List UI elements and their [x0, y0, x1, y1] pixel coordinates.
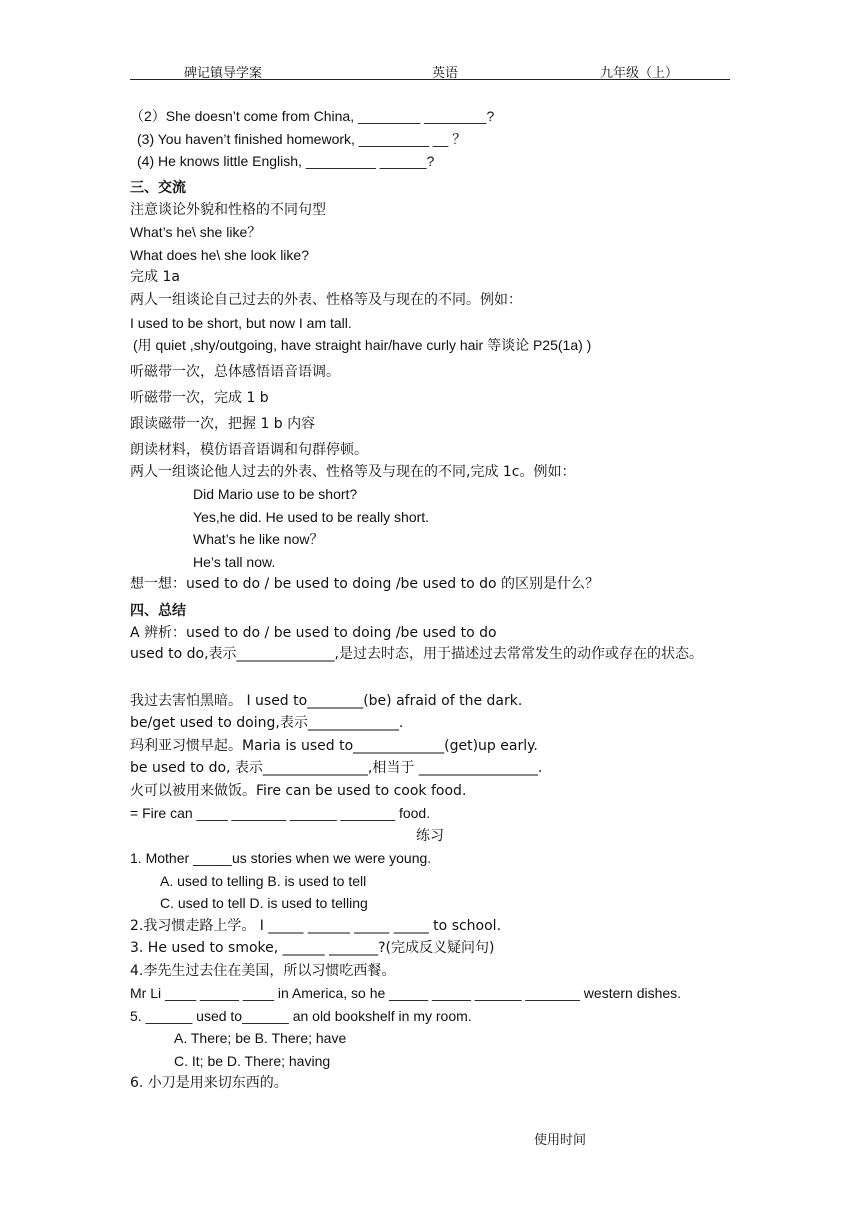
- pair-work-others: 两人一组谈论他人过去的外表、性格等及与现在的不同,完成 1c。例如：: [130, 464, 576, 480]
- header-rule: [130, 79, 730, 80]
- dialog-line-2: Yes,he did. He used to be really short.: [193, 509, 430, 525]
- exercise-5: 5. ______ used to______ an old bookshelf in my room.: [130, 1008, 472, 1024]
- header-grade: 九年级（上）: [600, 66, 679, 81]
- exercise-6: 6. 小刀是用来切东西的。: [130, 1075, 288, 1091]
- exercise-1-options-ab: A. used to telling B. is used to tell: [160, 873, 367, 889]
- practice-title: 练习: [416, 828, 444, 844]
- example-sentence: I used to be short, but now I am tall.: [130, 315, 352, 331]
- section-title-exchange: 三、交流: [130, 180, 186, 196]
- section-title-summary: 四、总结: [130, 603, 186, 619]
- question-2: （2）She doesn’t come from China, ________ ________?: [130, 108, 495, 124]
- question-4: (4) He knows little English, _________ ______?: [137, 153, 435, 169]
- hint-words: (用 quiet ,shy/outgoing, have straight hair/have curly hair 等谈论 P25(1a) ): [133, 337, 592, 353]
- pattern-look-like: What does he\ she look like?: [130, 247, 309, 263]
- exercise-1-options-cd: C. used to tell D. is used to telling: [160, 895, 368, 911]
- exercise-1: 1. Mother _____us stories when we were young.: [130, 850, 432, 866]
- example-fire: 火可以被用来做饭。Fire can be used to cook food.: [130, 783, 467, 799]
- dialog-line-4: He’s tall now.: [193, 554, 276, 570]
- exercise-3: 3. He used to smoke, ______ _______?(完成反义疑问句): [130, 940, 495, 956]
- dialog-line-1: Did Mario use to be short?: [193, 486, 358, 502]
- summary-a: A 辨析：used to do / be used to doing /be used to do: [130, 625, 497, 641]
- dialog-line-3: What’s he like now？: [193, 531, 324, 547]
- question-3: (3) You haven’t finished homework, _________ __ ？: [137, 131, 467, 147]
- used-to-do-explanation: used to do,表示______________,是过去时态，用于描述过去常常发生的动作或存在的状态。: [130, 646, 703, 662]
- header-subject: 英语: [432, 66, 459, 81]
- repeat-1b: 跟读磁带一次，把握 1 b 内容: [130, 416, 316, 432]
- exercise-5-options-ab: A. There; be B. There; have: [174, 1030, 347, 1046]
- fire-rewrite: = Fire can ____ _______ ______ _______ food.: [130, 805, 431, 821]
- example-dark: 我过去害怕黑暗。 I used to________(be) afraid of the dark.: [130, 693, 523, 709]
- exercise-4: 4.李先生过去住在美国，所以习惯吃西餐。: [130, 963, 396, 979]
- page-header: [0, 60, 860, 80]
- listen-1b: 听磁带一次，完成 1 b: [130, 390, 269, 406]
- be-used-to-doing: be/get used to doing,表示_____________.: [130, 715, 404, 731]
- pair-work-self: 两人一组谈论自己过去的外表、性格等及与现在的不同。例如：: [130, 292, 522, 308]
- exercise-2: 2.我习惯走路上学。 I _____ ______ _____ _____ to school.: [130, 918, 502, 934]
- exercise-5-options-cd: C. It; be D. There; having: [174, 1053, 331, 1069]
- be-used-to-do: be used to do, 表示_______________,相当于 _________________.: [130, 760, 543, 776]
- example-maria: 玛利亚习惯早起。Maria is used to_____________(get)up early.: [130, 738, 538, 754]
- task-1a: 完成 1a: [130, 269, 180, 285]
- footer-usage-time: 使用时间: [534, 1133, 587, 1148]
- pattern-like: What’s he\ she like？: [130, 224, 262, 240]
- listen-once: 听磁带一次，总体感悟语音语调。: [130, 364, 340, 380]
- exchange-note: 注意谈论外貌和性格的不同句型: [130, 202, 326, 218]
- header-school: 碑记镇导学案: [184, 66, 263, 81]
- think-question: 想一想：used to do / be used to doing /be used to do 的区别是什么？: [130, 576, 600, 592]
- read-aloud: 朗读材料，模仿语音语调和句群停顿。: [130, 442, 368, 458]
- exercise-4-sentence: Mr Li ____ _____ ____ in America, so he _____ _____ ______ _______ western dishes.: [130, 985, 682, 1001]
